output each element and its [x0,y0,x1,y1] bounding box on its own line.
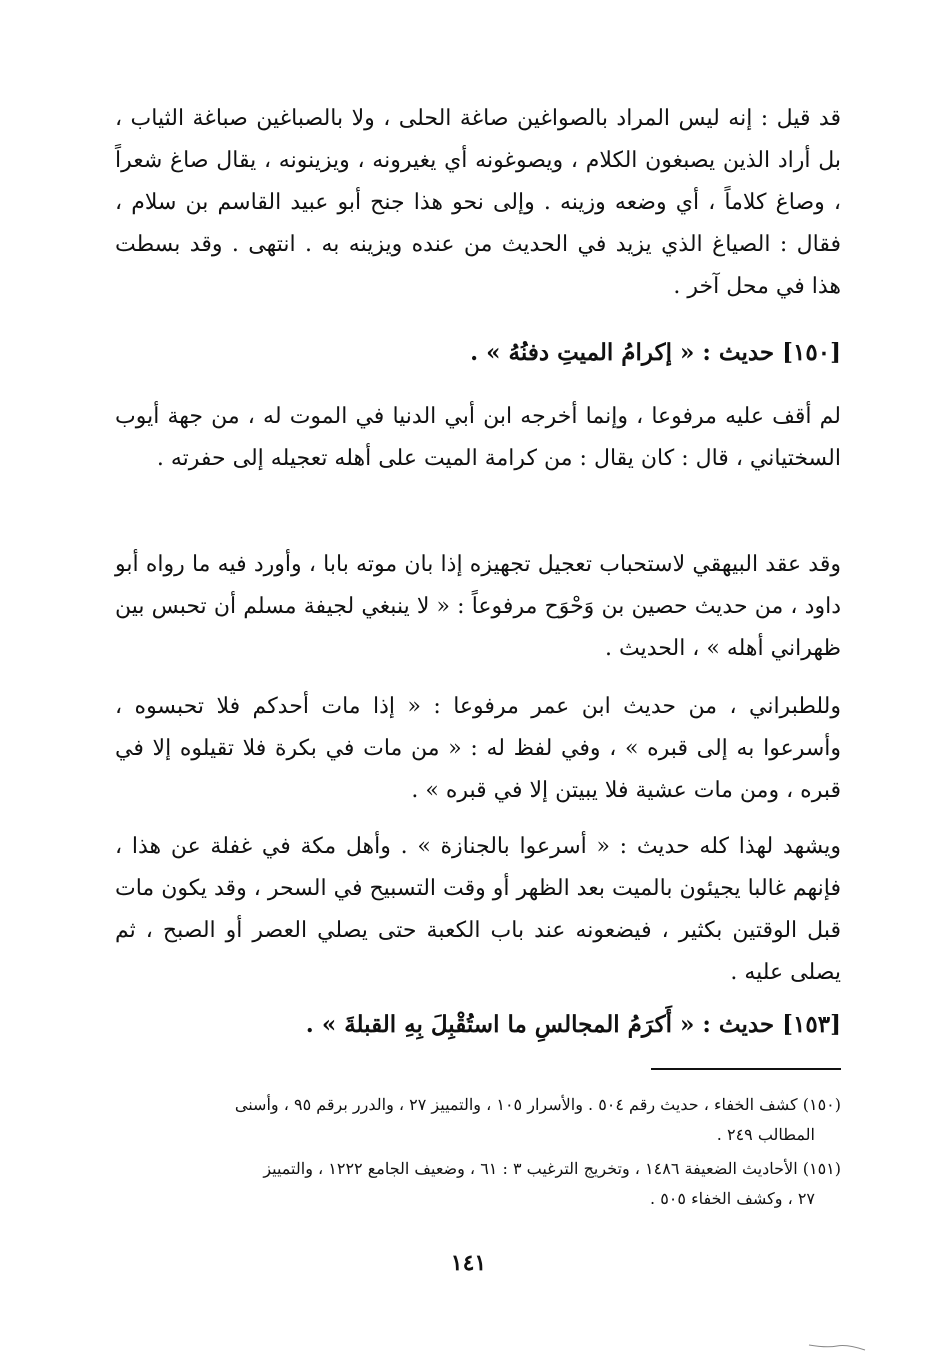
footnotes [115,1090,841,1218]
scan-artifact-mark [807,1342,867,1352]
hadith-text: « إكرامُ الميتِ دفنُهُ » [486,339,695,366]
paragraph-3: وقد عقد البيهقي لاستحباب تعجيل تجهيزه إذا بان موته بابا ، وأورد فيه ما رواه أبو داود ، من حديث حصين بن وَحْوَح مرفوعاً : « لا ينبغي لجيفة مسلم أن تحبس بين ظهراني أهله » ، الحديث . [115,552,841,661]
paragraph-5: ويشهد لهذا كله حديث : « أسرعوا بالجنازة » . وأهل مكة في غفلة عن هذا ، فإنهم غالبا يجيئون بالميت بعد الظهر أو وقت التسبيح في السحر ، وقد يكون مات قبل الوقتين بكثير ، فيضعونه عند باب الكعبة حتى يصلي العصر أو الصبح ، ثم يصلى عليه . [115,834,841,985]
footnote-divider [651,1068,841,1070]
footnote-150 [115,1090,841,1150]
hadith-heading-153 [115,1004,841,1046]
hadith-end: . [305,1011,314,1038]
hadith-label: حديث : [702,1011,775,1038]
hadith-number: [١٥٣] [782,1011,841,1038]
hadith-text: « أَكرَمُ المجالسِ ما استُقْبِلَ بِهِ القبلةَ » [321,1011,695,1038]
footnote-continuation: المطالب ٢٤٩ . [716,1125,815,1144]
footnote-first-line: (١٥٠) كشف الخفاء ، حديث رقم ٥٠٤ . والأسرار ١٠٥ ، والتمييز ٢٧ ، والدرر برقم ٩٥ ، وأسنى [234,1095,841,1114]
paragraph-4: وللطبراني ، من حديث ابن عمر مرفوعا : « إذا مات أحدكم فلا تحبسوه ، وأسرعوا به إلى قبره » ، وفي لفظ له : « من مات في بكرة فلا تقيلوه إلا في قبره ، ومن مات عشية فلا يبيتن إلا في قبره » . [115,694,841,803]
paragraph-2: لم أقف عليه مرفوعا ، وإنما أخرجه ابن أبي الدنيا في الموت له ، من جهة أيوب السختياني ، قال : كان يقال : من كرامة الميت على أهله تعجيله إلى حفرته . [115,404,841,471]
footnote-first-line: (١٥١) الأحاديث الضعيفة ١٤٨٦ ، وتخريج الترغيب ٣ : ٦١ ، وضعيف الجامع ١٢٢٢ ، والتمييز [263,1159,841,1178]
hadith-end: . [470,339,479,366]
hadith-heading-150 [115,332,841,374]
page-number: ١٤١ [450,1250,487,1276]
hadith-label: حديث : [702,339,775,366]
hadith-number: [١٥٠] [782,339,841,366]
footnote-151 [115,1154,841,1214]
footnote-continuation: ٢٧ ، وكشف الخفاء ٥٠٥ . [650,1189,815,1208]
paragraph-1: قد قيل : إنه ليس المراد بالصواغين صاغة الحلى ، ولا بالصباغين صباغة الثياب ، بل أراد الذين يصبغون الكلام ، ويصوغونه أي يغيرونه ، ويزينونه ، يقال صاغ شعراً ، وصاغ كلاماً ، أي وضعه وزينه . وإلى نحو هذا جنح أبو عبيد القاسم بن سلام ، فقال : الصياغ الذي يزيد في الحديث من عنده ويزينه به . انتهى . وقد بسطت هذا في محل آخر . [115,106,841,299]
